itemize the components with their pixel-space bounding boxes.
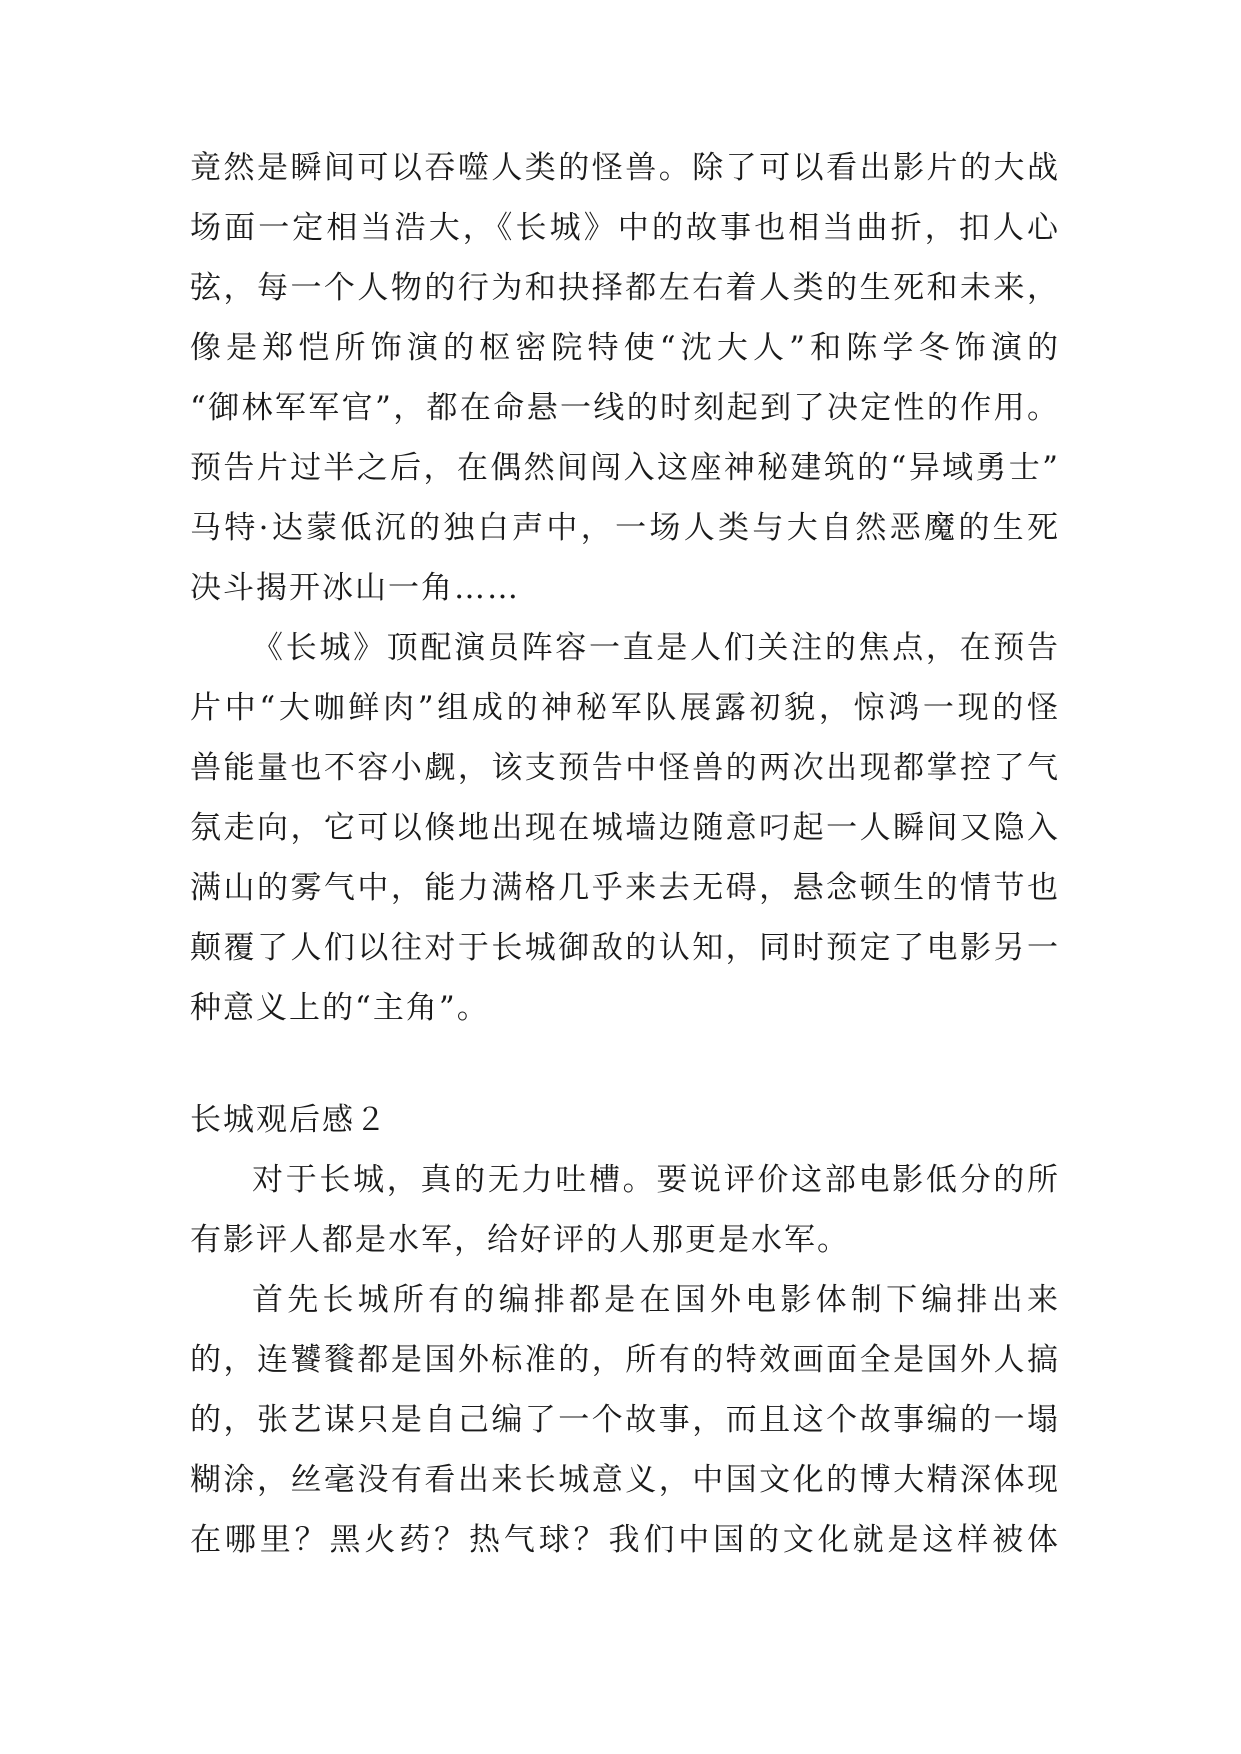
section-heading-block xyxy=(190,1090,1060,1150)
text-line: 的，张艺谋只是自己编了一个故事，而且这个故事编的一塌 xyxy=(190,1402,1060,1438)
text-line: 在哪里？黑火药？热气球？我们中国的文化就是这样被体 xyxy=(190,1522,1060,1558)
text-line: 弦，每一个人物的行为和抉择都左右着人类的生死和未来， xyxy=(190,270,1060,306)
text-line: 种意义上的“主角”。 xyxy=(190,990,490,1026)
paragraph-3 xyxy=(190,1150,1060,1270)
text-line: 兽能量也不容小觑，该支预告中怪兽的两次出现都掌控了气 xyxy=(190,750,1060,786)
text-line: 像是郑恺所饰演的枢密院特使“沈大人”和陈学冬饰演的 xyxy=(190,330,1060,366)
text-line: 决斗揭开冰山一角…… xyxy=(190,570,520,606)
text-line: “御林军军官”，都在命悬一线的时刻起到了决定性的作用。 xyxy=(190,390,1060,426)
text-line: 竟然是瞬间可以吞噬人类的怪兽。除了可以看出影片的大战 xyxy=(190,150,1060,186)
text-line: 场面一定相当浩大，《长城》中的故事也相当曲折，扣人心 xyxy=(190,210,1060,246)
text-line: 糊涂，丝毫没有看出来长城意义，中国文化的博大精深体现 xyxy=(190,1462,1060,1498)
text-line: 有影评人都是水军，给好评的人那更是水军。 xyxy=(190,1222,850,1258)
paragraph-continued xyxy=(190,138,1060,618)
text-line: 片中“大咖鲜肉”组成的神秘军队展露初貌，惊鸿一现的怪 xyxy=(190,690,1060,726)
text-line: 颠覆了人们以往对于长城御敌的认知，同时预定了电影另一 xyxy=(190,930,1060,966)
text-line: 氛走向，它可以倏地出现在城墙边随意叼起一人瞬间又隐入 xyxy=(190,810,1060,846)
paragraph-2 xyxy=(190,618,1060,1038)
text-line: 对于长城，真的无力吐槽。要说评价这部电影低分的所 xyxy=(252,1162,1060,1198)
text-line: 预告片过半之后，在偶然间闯入这座神秘建筑的“异域勇士” xyxy=(190,450,1060,486)
text-line: 首先长城所有的编排都是在国外电影体制下编排出来 xyxy=(252,1282,1060,1318)
text-line: 《长城》顶配演员阵容一直是人们关注的焦点，在预告 xyxy=(252,630,1060,666)
text-line: 满山的雾气中，能力满格几乎来去无碍，悬念顿生的情节也 xyxy=(190,870,1060,906)
paragraph-4 xyxy=(190,1270,1060,1570)
text-line: 马特·达蒙低沉的独白声中，一场人类与大自然恶魔的生死 xyxy=(190,510,1060,546)
section-heading: 长城观后感２ xyxy=(190,1102,388,1138)
text-line: 的，连饕餮都是国外标准的，所有的特效画面全是国外人搞 xyxy=(190,1342,1060,1378)
